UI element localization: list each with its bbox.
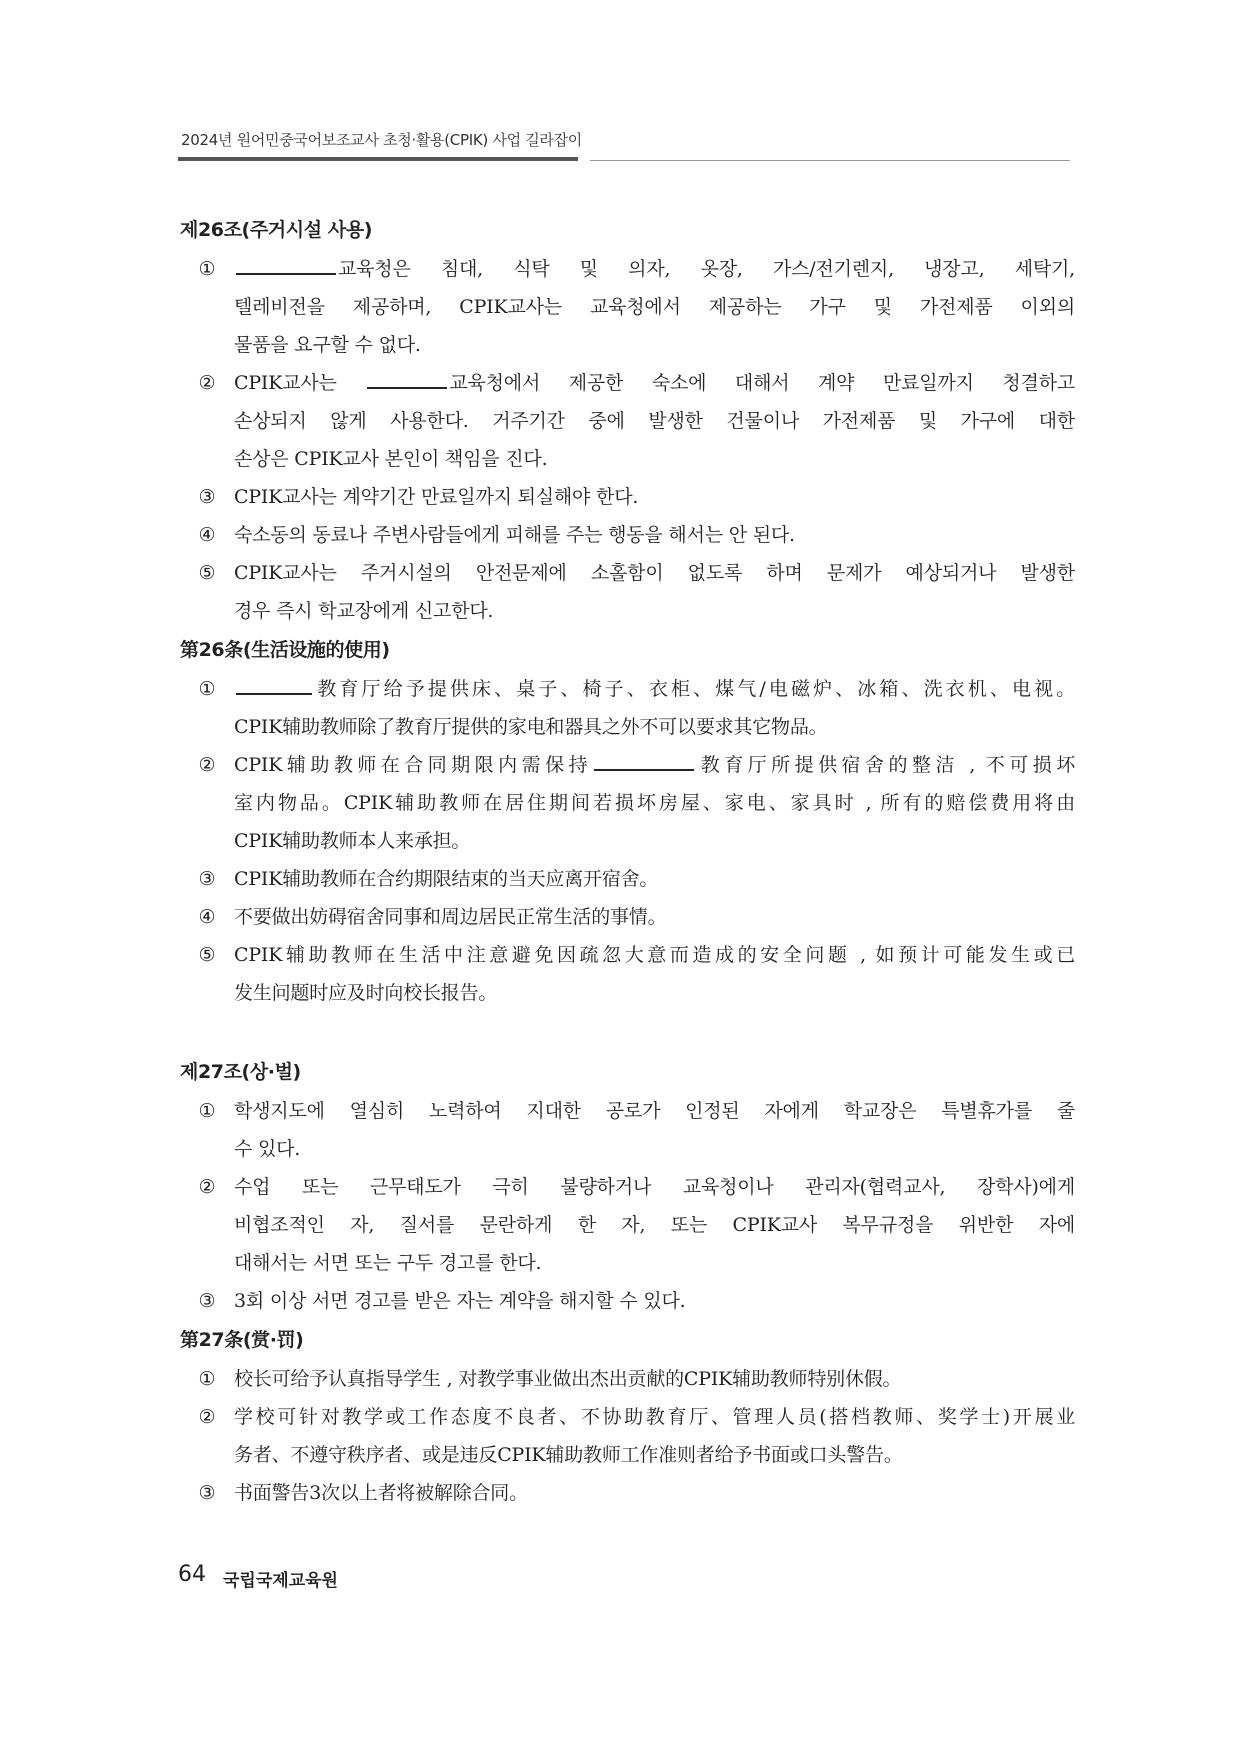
clause-item bbox=[180, 1168, 1075, 1282]
clause-text bbox=[234, 250, 1075, 364]
clause-text bbox=[234, 898, 1075, 936]
clause-item bbox=[180, 1474, 1075, 1512]
line-text: 校长可给予认真指导学生 , 对教学事业做出杰出贡献的CPIK辅助教师特别休假。 bbox=[234, 1368, 902, 1390]
clause-line bbox=[234, 364, 1075, 402]
clause-line bbox=[234, 554, 1075, 592]
clause-line bbox=[234, 1244, 1075, 1282]
fill-in-blank bbox=[236, 253, 336, 275]
clause-item bbox=[180, 1398, 1075, 1474]
line-text-after-blank: 교육청에서 제공한 숙소에 대해서 계약 만료일까지 청결하고 bbox=[449, 372, 1075, 394]
clause-number: ① bbox=[198, 1100, 216, 1122]
clause-line bbox=[234, 402, 1075, 440]
clause-line bbox=[234, 1474, 1075, 1512]
article-section bbox=[180, 1052, 1075, 1320]
article-body bbox=[180, 210, 1075, 1512]
clause-item bbox=[180, 554, 1075, 630]
clause-line bbox=[234, 516, 1075, 554]
line-text: CPIK辅助教师在合同期限内需保持 bbox=[234, 754, 593, 776]
clause-number: ② bbox=[198, 1406, 216, 1428]
fill-in-blank bbox=[594, 749, 694, 771]
clause-item bbox=[180, 1282, 1075, 1320]
clause-number: ① bbox=[198, 1368, 216, 1390]
clause-item bbox=[180, 670, 1075, 746]
clause-number: ② bbox=[198, 1176, 216, 1198]
line-text: 물품을 요구할 수 없다. bbox=[234, 334, 421, 356]
clause-line bbox=[234, 326, 1075, 364]
clause-item bbox=[180, 746, 1075, 860]
running-header: 2024년 원어민중국어보조교사 초청·활용(CPIK) 사업 길라잡이 bbox=[181, 131, 582, 149]
clause-item bbox=[180, 860, 1075, 898]
line-text-after-blank: 교육청은 침대, 식탁 및 의자, 옷장, 가스/전기렌지, 냉장고, 세탁기, bbox=[338, 258, 1075, 280]
line-text: 손상은 CPIK교사 본인이 책임을 진다. bbox=[234, 448, 548, 470]
clause-number: ③ bbox=[198, 486, 216, 508]
line-text: CPIK교사는 계약기간 만료일까지 퇴실해야 한다. bbox=[234, 486, 639, 508]
clause-item bbox=[180, 250, 1075, 364]
line-text: 손상되지 않게 사용한다. 거주기간 중에 발생한 건물이나 가전제품 및 가구에 대한 bbox=[234, 410, 1075, 432]
clause-line bbox=[234, 974, 1075, 1012]
clause-text bbox=[234, 1398, 1075, 1474]
clause-line bbox=[234, 478, 1075, 516]
line-text: 发生问题时应及时向校长报告。 bbox=[234, 982, 498, 1004]
article-title: 제26조(주거시설 사용) bbox=[180, 219, 373, 241]
clause-item bbox=[180, 1092, 1075, 1168]
clause-line bbox=[234, 250, 1075, 288]
clause-number: ① bbox=[198, 258, 216, 280]
page-number: 64 bbox=[178, 1562, 206, 1587]
clause-line bbox=[234, 592, 1075, 630]
header-rule-thick bbox=[178, 157, 578, 161]
fill-in-blank bbox=[236, 673, 312, 695]
clause-text bbox=[234, 860, 1075, 898]
clause-text bbox=[234, 1474, 1075, 1512]
clause-line bbox=[234, 746, 1075, 784]
clause-line bbox=[234, 898, 1075, 936]
clause-number: ④ bbox=[198, 906, 216, 928]
line-text: CPIK辅助教师在生活中注意避免因疏忽大意而造成的安全问题 , 如预计可能发生或已 bbox=[234, 944, 1075, 966]
clause-text bbox=[234, 554, 1075, 630]
clause-line bbox=[234, 1398, 1075, 1436]
line-text: 비협조적인 자, 질서를 문란하게 한 자, 또는 CPIK교사 복무규정을 위반한 자에 bbox=[234, 1214, 1075, 1236]
article-title: 第26条(生活设施的使用) bbox=[180, 639, 390, 661]
fill-in-blank bbox=[367, 367, 447, 389]
clause-text bbox=[234, 670, 1075, 746]
clause-line bbox=[234, 822, 1075, 860]
clause-text bbox=[234, 1168, 1075, 1282]
clause-item bbox=[180, 898, 1075, 936]
clause-line bbox=[234, 288, 1075, 326]
clause-line bbox=[234, 784, 1075, 822]
clause-text bbox=[234, 364, 1075, 478]
clause-line bbox=[234, 860, 1075, 898]
line-text: 务者、不遵守秩序者、或是违反CPIK辅助教师工作准则者给予书面或口头警告。 bbox=[234, 1444, 903, 1466]
line-text-after-blank: 教育厅所提供宿舍的整洁 , 不可损坏 bbox=[696, 754, 1075, 776]
article-title: 제27조(상·벌) bbox=[180, 1061, 301, 1083]
clause-number: ④ bbox=[198, 524, 216, 546]
clause-text bbox=[234, 936, 1075, 1012]
line-text: 不要做出妨碍宿舍同事和周边居民正常生活的事情。 bbox=[234, 906, 667, 928]
line-text-after-blank: 教育厅给予提供床、桌子、椅子、衣柜、煤气/电磁炉、冰箱、洗衣机、电视。 bbox=[314, 678, 1075, 700]
line-text: 学校可针对教学或工作态度不良者、不协助教育厅、管理人员(搭档教师、奖学士)开展业 bbox=[234, 1406, 1075, 1428]
line-text: 숙소동의 동료나 주변사람들에게 피해를 주는 행동을 해서는 안 된다. bbox=[234, 524, 795, 546]
clause-text bbox=[234, 516, 1075, 554]
clause-line bbox=[234, 1282, 1075, 1320]
line-text: 室内物品。CPIK辅助教师在居住期间若损坏房屋、家电、家具时 , 所有的赔偿费用将由 bbox=[234, 792, 1075, 814]
line-text: 텔레비전을 제공하며, CPIK교사는 교육청에서 제공하는 가구 및 가전제품 이외의 bbox=[234, 296, 1075, 318]
line-text: CPIK辅助教师除了教育厅提供的家电和器具之外不可以要求其它物品。 bbox=[234, 716, 828, 738]
clause-line bbox=[234, 1360, 1075, 1398]
clause-text bbox=[234, 1092, 1075, 1168]
line-text: 학생지도에 열심히 노력하여 지대한 공로가 인정된 자에게 학교장은 특별휴가를 줄 bbox=[234, 1100, 1075, 1122]
line-text: 书面警告3次以上者将被解除合同。 bbox=[234, 1482, 528, 1504]
clause-item bbox=[180, 364, 1075, 478]
clause-line bbox=[234, 708, 1075, 746]
clause-number: ③ bbox=[198, 1482, 216, 1504]
clause-number: ⑤ bbox=[198, 562, 216, 584]
article-section bbox=[180, 1320, 1075, 1512]
line-text: CPIK교사는 주거시설의 안전문제에 소홀함이 없도록 하며 문제가 예상되거나 발생한 bbox=[234, 562, 1075, 584]
clause-line bbox=[234, 440, 1075, 478]
clause-text bbox=[234, 1282, 1075, 1320]
clause-line bbox=[234, 1436, 1075, 1474]
line-text: 경우 즉시 학교장에게 신고한다. bbox=[234, 600, 494, 622]
article-section bbox=[180, 210, 1075, 630]
line-text: CPIK교사는 bbox=[234, 372, 366, 394]
clause-item bbox=[180, 1360, 1075, 1398]
clause-item bbox=[180, 478, 1075, 516]
clause-item bbox=[180, 516, 1075, 554]
line-text: 3회 이상 서면 경고를 받은 자는 계약을 해지할 수 있다. bbox=[234, 1290, 686, 1312]
clause-line bbox=[234, 670, 1075, 708]
clause-line bbox=[234, 1206, 1075, 1244]
clause-number: ① bbox=[198, 678, 216, 700]
line-text: CPIK辅助教师本人来承担。 bbox=[234, 830, 471, 852]
article-section bbox=[180, 630, 1075, 1012]
clause-text bbox=[234, 746, 1075, 860]
line-text: 대해서는 서면 또는 구두 경고를 한다. bbox=[234, 1252, 542, 1274]
publisher-name: 국립국제교육원 bbox=[223, 1571, 338, 1591]
clause-number: ③ bbox=[198, 1290, 216, 1312]
clause-number: ② bbox=[198, 754, 216, 776]
line-text: CPIK辅助教师在合约期限结束的当天应离开宿舍。 bbox=[234, 868, 659, 890]
clause-line bbox=[234, 1130, 1075, 1168]
clause-line bbox=[234, 1092, 1075, 1130]
header-rule-thin bbox=[590, 160, 1070, 161]
clause-line bbox=[234, 936, 1075, 974]
line-text: 수 있다. bbox=[234, 1138, 301, 1160]
clause-number: ⑤ bbox=[198, 944, 216, 966]
article-title: 第27条(赏·罚) bbox=[180, 1329, 304, 1351]
line-text: 수업 또는 근무태도가 극히 불량하거나 교육청이나 관리자(협력교사, 장학사)에게 bbox=[234, 1176, 1075, 1198]
clause-line bbox=[234, 1168, 1075, 1206]
clause-text bbox=[234, 1360, 1075, 1398]
clause-number: ③ bbox=[198, 868, 216, 890]
clause-number: ② bbox=[198, 372, 216, 394]
clause-text bbox=[234, 478, 1075, 516]
clause-item bbox=[180, 936, 1075, 1012]
